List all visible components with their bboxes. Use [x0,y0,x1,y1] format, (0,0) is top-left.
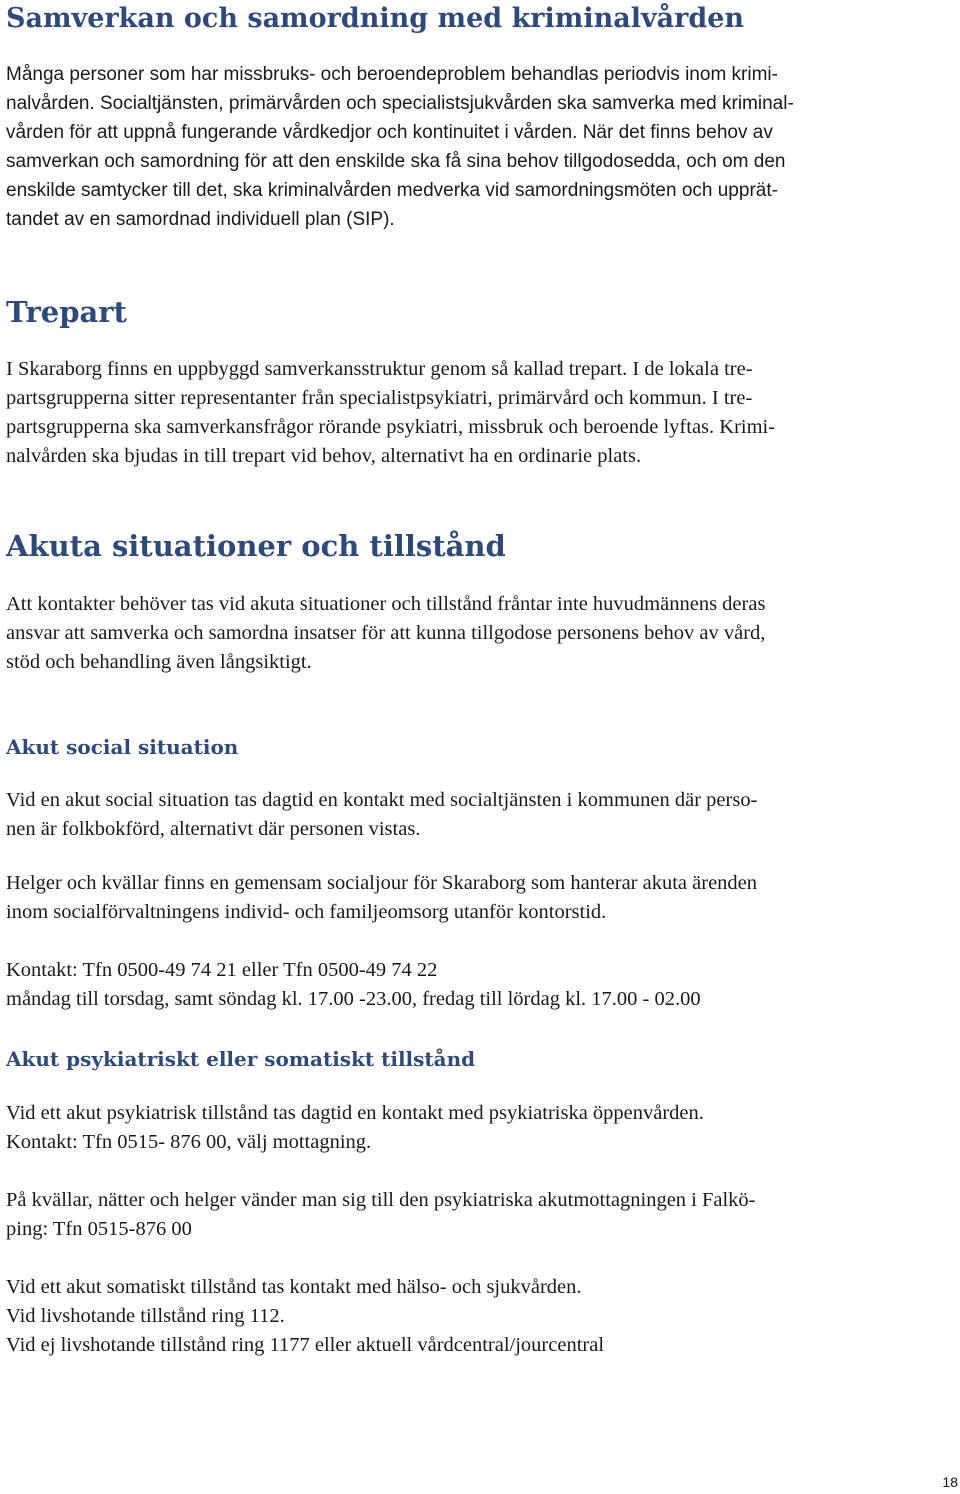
text-line: måndag till torsdag, samt söndag kl. 17.00 -23.00, fredag till lördag kl. 17.00 - 02.00 [6,988,701,1010]
text-line: ansvar att samverka och samordna insatser för att kunna tillgodose personens behov av vård, [6,622,766,644]
text-line: tandet av en samordnad individuell plan (SIP). [6,209,395,230]
text-line: enskilde samtycker till det, ska kriminalvården medverka vid samordningsmöten och upprät- [6,180,778,201]
paragraph-samverkan [6,60,794,234]
text-line: inom socialförvaltningens individ- och familjeomsorg utanför kontorstid. [6,901,607,923]
page-number: 18 [942,1474,958,1490]
text-line: Kontakt: Tfn 0500-49 74 21 eller Tfn 0500-49 74 22 [6,959,438,981]
text-line: I Skaraborg finns en uppbyggd samverkansstruktur genom så kallad trepart. I de lokala tre- [6,358,753,380]
text-line: partsgrupperna ska samverkansfrågor rörande psykiatri, missbruk och beroende lyftas. Krimi- [6,416,776,438]
heading-akut-social-situation: Akut social situation [6,735,239,759]
paragraph-social-2 [6,869,757,927]
text-line: nalvården. Socialtjänsten, primärvården och specialistsjukvården ska samverka med kriminal- [6,93,794,114]
text-line: Vid livshotande tillstånd ring 112. [6,1305,285,1327]
text-line: Helger och kvällar finns en gemensam socialjour för Skaraborg som hanterar akuta ärenden [6,872,758,894]
text-line: Kontakt: Tfn 0515- 876 00, välj mottagning. [6,1131,372,1153]
text-line: nalvården ska bjudas in till trepart vid behov, alternativt ha en ordinarie plats. [6,445,642,467]
paragraph-akuta [6,590,765,677]
text-line: partsgrupperna sitter representanter från specialistpsykiatri, primärvård och kommun. I tre- [6,387,753,409]
heading-samverkan: Samverkan och samordning med kriminalvården [6,3,745,34]
paragraph-social-1 [6,786,757,844]
text-line: Vid en akut social situation tas dagtid en kontakt med socialtjänsten i kommunen där perso- [6,789,758,811]
text-line: Vid ej livshotande tillstånd ring 1177 eller aktuell vårdcentral/jourcentral [6,1334,605,1356]
heading-akut-psykiatriskt: Akut psykiatriskt eller somatiskt tillstånd [6,1047,476,1071]
text-line: samverkan och samordning för att den enskilde ska få sina behov tillgodosedda, och om den [6,151,786,172]
paragraph-psyk-2 [6,1186,756,1244]
text-line: vården för att uppnå fungerande vårdkedjor och kontinuitet i vården. När det finns behov av [6,122,773,143]
text-line: Vid ett akut somatiskt tillstånd tas kontakt med hälso- och sjukvården. [6,1276,582,1298]
text-line: stöd och behandling även långsiktigt. [6,651,312,673]
paragraph-psyk-1 [6,1099,704,1157]
paragraph-trepart [6,355,775,471]
heading-trepart: Trepart [6,295,127,329]
heading-akuta-situationer: Akuta situationer och tillstånd [6,529,506,563]
text-line: nen är folkbokförd, alternativt där personen vistas. [6,818,421,840]
text-line: Att kontakter behöver tas vid akuta situationer och tillstånd fråntar inte huvudmännens deras [6,593,766,615]
paragraph-social-contact [6,956,701,1014]
text-line: Många personer som har missbruks- och beroendeproblem behandlas periodvis inom krimi- [6,64,778,85]
paragraph-psyk-3 [6,1273,604,1360]
text-line: På kvällar, nätter och helger vänder man sig till den psykiatriska akutmottagningen i Falkö- [6,1189,756,1211]
text-line: ping: Tfn 0515-876 00 [6,1218,192,1240]
text-line: Vid ett akut psykiatrisk tillstånd tas dagtid en kontakt med psykiatriska öppenvården. [6,1102,704,1124]
